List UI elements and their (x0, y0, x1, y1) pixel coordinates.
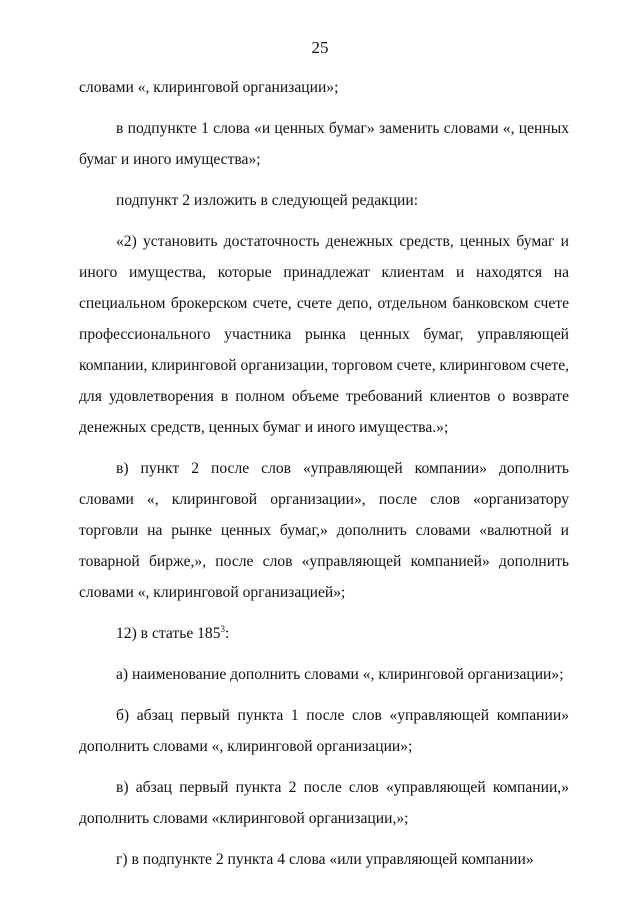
paragraph-1: словами «, клиринговой организации»; (79, 79, 339, 96)
paragraph-6 (79, 618, 569, 649)
document-body (79, 72, 569, 875)
paragraph-10: г) в подпункте 2 пункта 4 слова «или управляющей компании» (116, 851, 534, 868)
paragraph-5: в) пункт 2 после слов «управляющей компании» дополнить словами «, клиринговой организации», после слов «организатору торговли на рынке ценных бумаг,» дополнить словами «валютной и товарной бирже,», после слов «управляющей компанией» дополнить словами «, клиринговой организацией»; (79, 460, 569, 601)
page-number: 25 (311, 38, 329, 57)
paragraph-4: «2) установить достаточность денежных средств, ценных бумаг и иного имущества, которые принадлежат клиентам и находятся на специальном брокерском счете, счете депо, отдельном банковском счете профессионального участника рынка ценных бумаг, управляющей компании, клиринговой организации, торговом счете, клиринговом счете, для удовлетворения в полном объеме требований клиентов о возврате денежных средств, ценных бумаг и иного имущества.»; (79, 233, 570, 436)
paragraph-2: в подпункте 1 слова «и ценных бумаг» заменить словами «, ценных бумаг и иного имущества»; (79, 120, 569, 168)
article-superscript: 3 (220, 623, 226, 634)
paragraph-9: в) абзац первый пункта 2 после слов «управляющей компании,» дополнить словами «клиринговой организации,»; (79, 779, 569, 827)
paragraph-7: а) наименование дополнить словами «, клиринговой организации»; (116, 666, 564, 683)
paragraph-6-colon: : (225, 625, 230, 642)
paragraph-8: б) абзац первый пункта 1 после слов «управляющей компании» дополнить словами «, клиринговой организации»; (79, 707, 569, 755)
paragraph-6-text: 12) в статье 185 (116, 625, 221, 642)
paragraph-3: подпункт 2 изложить в следующей редакции: (116, 192, 419, 209)
